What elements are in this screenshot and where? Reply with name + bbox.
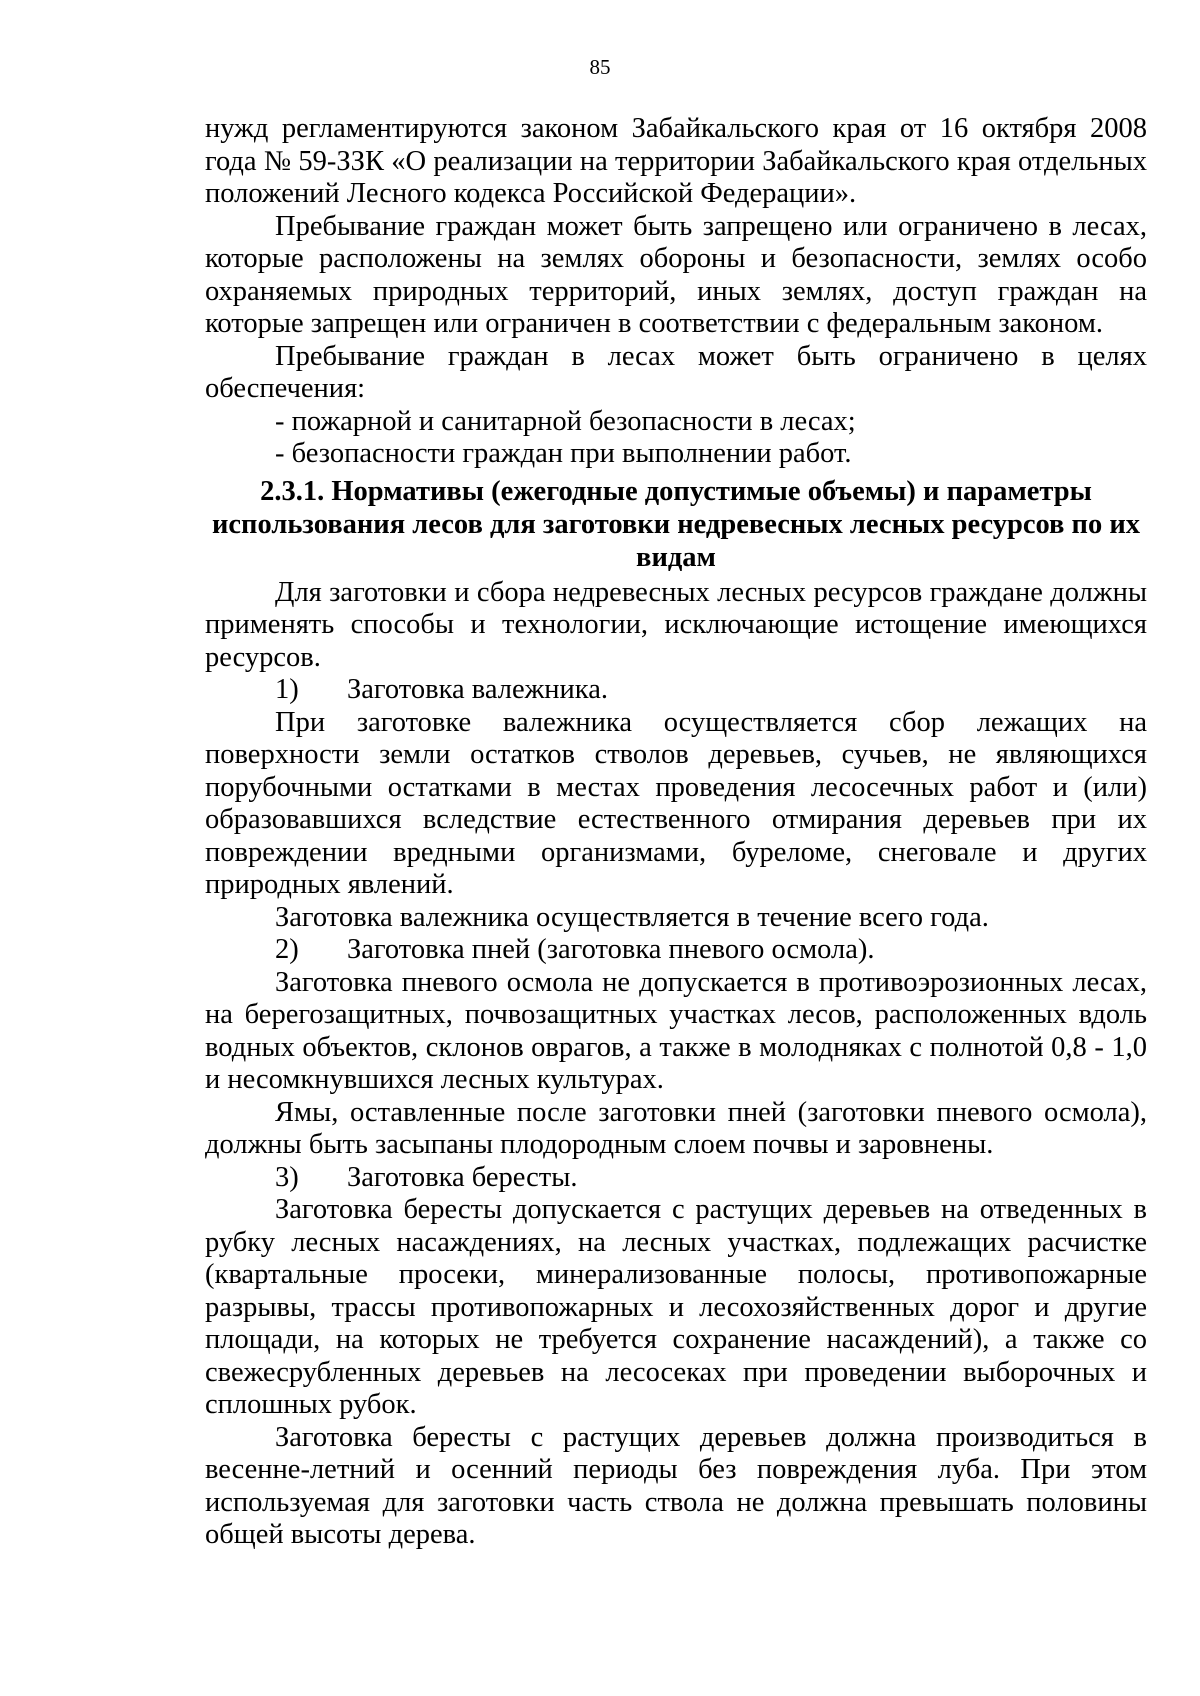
section-heading: 2.3.1. Нормативы (ежегодные допустимые объемы) и параметры использования лесов для заготовки недревесных лесных ресурсов по их видам [211, 475, 1141, 573]
page-number: 85 [589, 55, 611, 79]
bullet-item: - пожарной и санитарной безопасности в лесах; [275, 405, 856, 437]
paragraph: нужд регламентируются законом Забайкальского края от 16 октября 2008 года № 59-ЗЗК «О реализации на территории Забайкальского края отдельных положений Лесного кодекса Российской Федерации». [205, 113, 1147, 209]
paragraph: Ямы, оставленные после заготовки пней (заготовки пневого осмола), должны быть засыпаны плодородным слоем почвы и заровнены. [205, 1096, 1147, 1160]
paragraph: Пребывание граждан может быть запрещено или ограничено в лесах, которые расположены на землях обороны и безопасности, землях особо охраняемых природных территорий, иных землях, доступ граждан на которые запрещен или ограничен в соответствии с федеральным законом. [205, 210, 1147, 339]
item-title: Заготовка бересты. [347, 1161, 578, 1193]
paragraph: Заготовка бересты допускается с растущих деревьев на отведенных в рубку лесных насаждениях, на лесных участках, подлежащих расчистке (квартальные просеки, минерализованные полосы, противопожарные разрывы, трассы противопожарных и лесохозяйственных дорог и другие площади, на которых не требуется сохранение насаждений), а также со свежесрубленных деревьев на лесосеках при проведении выборочных и сплошных рубок. [205, 1194, 1147, 1420]
bullet-item: - безопасности граждан при выполнении работ. [275, 438, 852, 469]
paragraph: Заготовка валежника осуществляется в течение всего года. [275, 901, 989, 933]
item-title: Заготовка пней (заготовка пневого осмола). [347, 934, 875, 965]
paragraph: Заготовка пневого осмола не допускается в противоэрозионных лесах, на берегозащитных, почвозащитных участках лесов, расположенных вдоль водных объектов, склонов оврагов, а также в молодняках с полнотой 0,8 - 1,0 и несомкнувшихся лесных культурах. [205, 966, 1147, 1095]
item-number: 2) [275, 934, 299, 965]
paragraph: Заготовка бересты с растущих деревьев должна производиться в весенне-летний и осенний периоды без повреждения луба. При этом используемая для заготовки часть ствола не должна превышать половины общей высоты дерева. [205, 1421, 1147, 1550]
numbered-item-title [205, 1162, 1147, 1195]
paragraph: Для заготовки и сбора недревесных лесных ресурсов граждане должны применять способы и технологии, исключающие истощение имеющихся ресурсов. [205, 576, 1147, 673]
item-number: 3) [275, 1161, 299, 1193]
numbered-item-title [205, 934, 1147, 967]
document-body [205, 113, 1147, 1552]
item-title: Заготовка валежника. [347, 674, 608, 705]
numbered-item-title [205, 674, 1147, 707]
item-number: 1) [275, 674, 299, 705]
paragraph: При заготовке валежника осуществляется сбор лежащих на поверхности земли остатков стволов деревьев, сучьев, не являющихся порубочными остатками в местах проведения лесосечных работ и (или) образовавшихся вследствие естественного отмирания деревьев при их повреждении вредными организмами, буреломе, снеговале и других природных явлений. [205, 706, 1147, 900]
paragraph: Пребывание граждан в лесах может быть ограничено в целях обеспечения: [205, 340, 1147, 404]
